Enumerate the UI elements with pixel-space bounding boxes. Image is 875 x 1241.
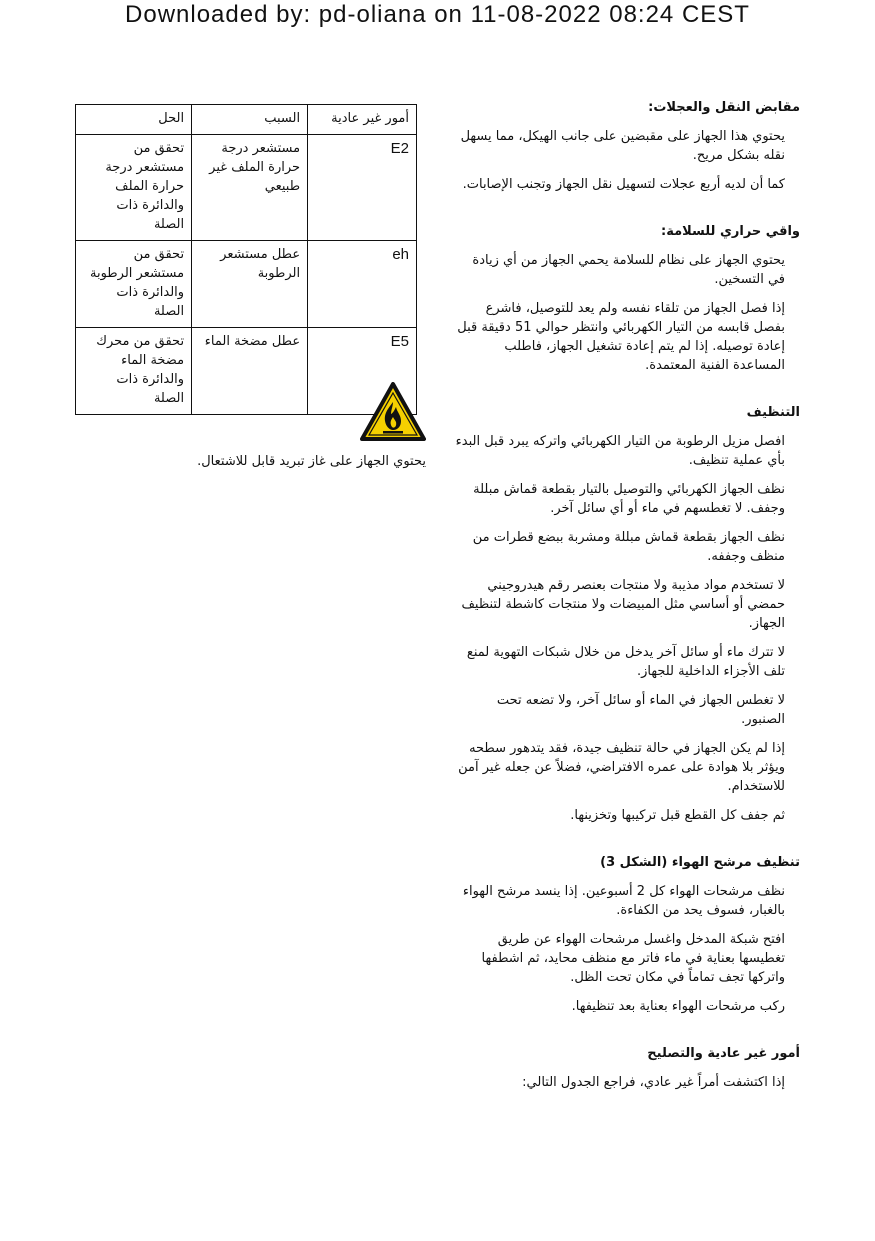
instructions-column: [452, 100, 800, 1122]
download-notice: Downloaded by: pd-oliana on 11-08-2022 08:24 CEST: [125, 1, 750, 28]
paragraph: ركب مرشحات الهواء بعناية بعد تنظيفها.: [571, 999, 785, 1014]
cell-solution: تحقق من مستشعر درجة حرارة الملف والدائرة ذات الصلة: [76, 135, 192, 241]
paragraph: لا تغطس الجهاز في الماء أو سائل آخر، ولا تضعه تحت الصنبور.: [496, 693, 785, 727]
section-title: تنظيف مرشح الهواء (الشكل 3): [600, 855, 800, 870]
flammable-warning-text: يحتوي الجهاز على غاز تبريد قابل للاشتعال.: [197, 454, 426, 469]
header-cause: السبب: [192, 105, 308, 135]
paragraph: لا تترك ماء أو سائل آخر يدخل من خلال شبكات التهوية لمنع تلف الأجزاء الداخلية للجهاز.: [466, 645, 785, 679]
paragraph: إذا فصل الجهاز من تلقاء نفسه ولم يعد للتوصيل، فاشرع بفصل قابسه من التيار الكهربائي وانتظر حوالي 51 دقيقة قبل إعادة توصيله. إذا لم يتم إعادة تشغيل الجهاز، فاطلب المساعدة الفنية المعتمدة.: [457, 301, 785, 373]
paragraph: افتح شبكة المدخل واغسل مرشحات الهواء عن طريق تغطيسها بعناية في ماء فاتر مع منظف محايد، ثم اشطفها واتركها تجف تماماً في مكان تحت الظل.: [481, 932, 785, 985]
paragraph: لا تستخدم مواد مذيبة ولا منتجات بعنصر رقم هيدروجيني حمضي أو أساسي مثل المبيضات ولا منتجات كاشطة لتنظيف الجهاز.: [461, 578, 785, 631]
cell-anomaly: eh: [308, 241, 417, 328]
section-air-filter-cleaning: [452, 855, 800, 1016]
fault-table: [75, 104, 417, 415]
section-transport-handles: [452, 100, 800, 194]
paragraph: نظف الجهاز بقطعة قماش مبللة ومشربة ببضع قطرات من منظف وجففه.: [472, 530, 785, 564]
paragraph: ثم جفف كل القطع قبل تركيبها وتخزينها.: [570, 808, 785, 823]
section-cleaning: [452, 405, 800, 825]
paragraph: إذا لم يكن الجهاز في حالة تنظيف جيدة، فقد يتدهور سطحه ويؤثر بلا هوادة على عمره الافتراضي، فضلاً عن جعله غير آمن للاستخدام.: [458, 741, 785, 794]
cell-cause: عطل مستشعر الرطوبة: [192, 241, 308, 328]
header-solution: الحل: [76, 105, 192, 135]
cell-anomaly: E5: [308, 328, 417, 415]
cell-solution: تحقق من محرك مضخة الماء والدائرة ذات الصلة: [76, 328, 192, 415]
paragraph: نظف الجهاز الكهربائي والتوصيل بالتيار بقطعة قماش مبللة وجفف. لا تغطسهم في ماء أو أي سائل آخر.: [473, 482, 785, 516]
paragraph: نظف مرشحات الهواء كل 2 أسبوعين. إذا ينسد مرشح الهواء بالغبار، فسوف يحد من الكفاءة.: [462, 884, 785, 918]
paragraph: يحتوي الجهاز على نظام للسلامة يحمي الجهاز من أي زيادة في التسخين.: [472, 253, 785, 287]
paragraph: كما أن لديه أربع عجلات لتسهيل نقل الجهاز وتجنب الإصابات.: [462, 177, 785, 192]
flammable-warning-icon: [360, 382, 426, 442]
cell-solution: تحقق من مستشعر الرطوبة والدائرة ذات الصلة: [76, 241, 192, 328]
paragraph: يحتوي هذا الجهاز على مقبضين على جانب الهيكل، مما يسهل نقله بشكل مريح.: [460, 129, 785, 163]
section-title: التنظيف: [746, 405, 800, 420]
table-row: [76, 241, 417, 328]
paragraph: إذا اكتشفت أمراً غير عادي، فراجع الجدول التالي:: [522, 1075, 785, 1090]
cell-anomaly: E2: [308, 135, 417, 241]
cell-cause: عطل مضخة الماء: [192, 328, 308, 415]
section-title: أمور غير عادية والتصليح: [647, 1046, 800, 1061]
section-thermal-protector: [452, 224, 800, 375]
table-row: [76, 135, 417, 241]
section-title: مقابض النقل والعجلات:: [648, 100, 800, 115]
paragraph: افصل مزيل الرطوبة من التيار الكهربائي واتركه يبرد قبل البدء بأي عملية تنظيف.: [455, 434, 785, 468]
header-anomaly: أمور غير عادية: [308, 105, 417, 135]
cell-cause: مستشعر درجة حرارة الملف غير طبيعي: [192, 135, 308, 241]
flame-base: [383, 431, 403, 434]
table-header-row: [76, 105, 417, 135]
section-troubleshooting: [452, 1046, 800, 1092]
section-title: واقي حراري للسلامة:: [661, 224, 800, 239]
